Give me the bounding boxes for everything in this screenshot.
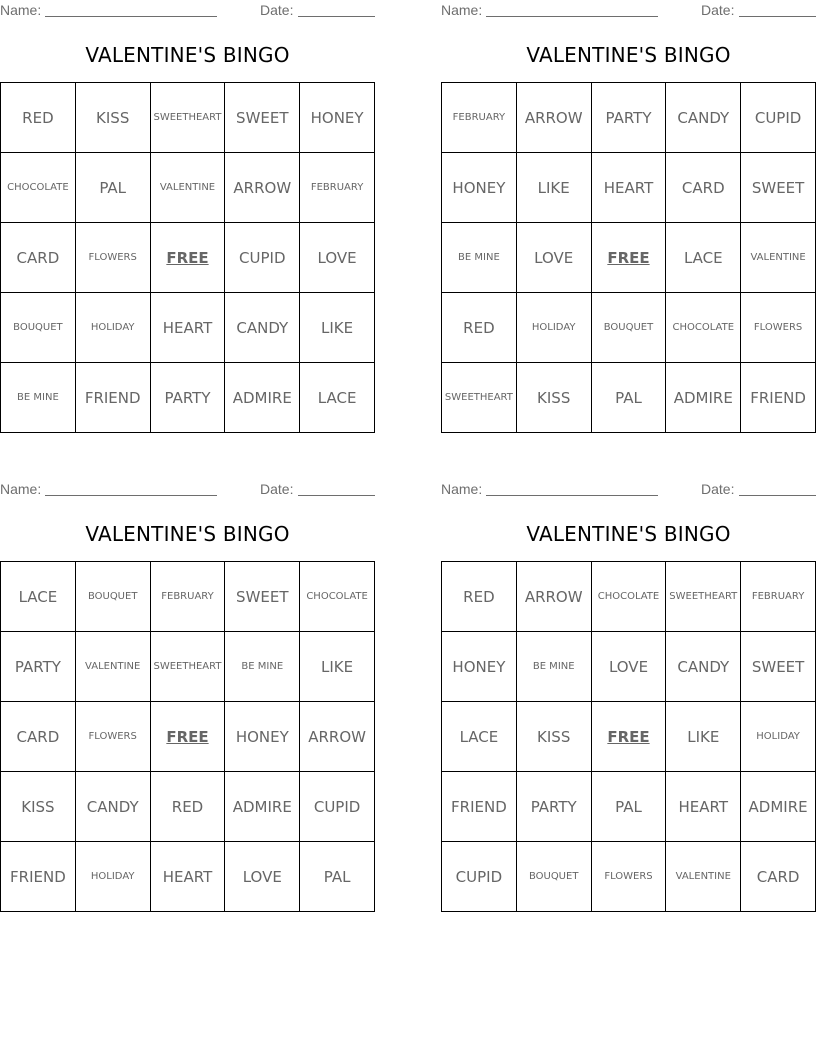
bingo-cell: PARTY [517,772,592,842]
card-header [441,479,816,499]
bingo-cell: FRIEND [1,842,76,912]
bingo-cell: LOVE [300,223,375,293]
name-label: Name: [441,481,483,497]
free-space-cell: FREE [151,223,226,293]
bingo-card-3 [0,479,375,911]
bingo-cell: BE MINE [225,632,300,702]
bingo-cell: BE MINE [517,632,592,702]
bingo-cell: LACE [300,363,375,433]
bingo-cell: RED [442,562,517,632]
name-field-line [45,495,217,496]
bingo-cell: HEART [666,772,741,842]
bingo-cell: HEART [151,293,226,363]
free-space-cell: FREE [592,702,667,772]
bingo-cell: LOVE [517,223,592,293]
bingo-cell: PAL [300,842,375,912]
bingo-cell: SWEETHEART [151,83,226,153]
card-title: VALENTINE'S BINGO [526,522,731,546]
name-field-line [45,16,217,17]
bingo-cell: FLOWERS [592,842,667,912]
bingo-cell: HONEY [442,153,517,223]
date-label: Date: [260,2,294,18]
bingo-cell: KISS [517,363,592,433]
bingo-cell: CHOCOLATE [666,293,741,363]
bingo-cell: CANDY [225,293,300,363]
date-label: Date: [701,2,735,18]
bingo-cell: KISS [76,83,151,153]
bingo-cell: FRIEND [442,772,517,842]
bingo-cell: PARTY [592,83,667,153]
bingo-cell: CUPID [225,223,300,293]
bingo-cell: ARROW [300,702,375,772]
bingo-cell: LACE [666,223,741,293]
card-header [0,479,375,499]
bingo-cell: VALENTINE [741,223,816,293]
bingo-cell: LIKE [666,702,741,772]
bingo-cell: CHOCOLATE [592,562,667,632]
date-field-line [739,495,816,496]
name-label: Name: [441,2,483,18]
bingo-cell: SWEET [741,632,816,702]
bingo-cell: SWEET [225,83,300,153]
date-field-line [739,16,816,17]
bingo-cell: BOUQUET [76,562,151,632]
bingo-cell: FLOWERS [76,702,151,772]
bingo-cell: LACE [442,702,517,772]
bingo-cell: HEART [151,842,226,912]
bingo-cell: HONEY [300,83,375,153]
bingo-cell: ARROW [517,83,592,153]
card-header [0,0,375,20]
bingo-cell: BE MINE [442,223,517,293]
bingo-cell: FEBRUARY [741,562,816,632]
bingo-cell: HOLIDAY [517,293,592,363]
bingo-cell: VALENTINE [76,632,151,702]
bingo-cell: CANDY [76,772,151,842]
bingo-cell: CANDY [666,83,741,153]
free-space-cell: FREE [151,702,226,772]
bingo-cell: BOUQUET [592,293,667,363]
bingo-cell: ADMIRE [741,772,816,842]
bingo-grid [441,561,816,912]
bingo-cell: PAL [592,772,667,842]
bingo-cell: CANDY [666,632,741,702]
bingo-card-2 [441,0,816,432]
bingo-cell: HOLIDAY [76,293,151,363]
name-field-line [486,495,658,496]
bingo-cell: ADMIRE [666,363,741,433]
date-field-line [298,16,375,17]
bingo-cell: FLOWERS [741,293,816,363]
bingo-cell: ADMIRE [225,772,300,842]
bingo-cell: BOUQUET [517,842,592,912]
bingo-cell: ADMIRE [225,363,300,433]
bingo-cell: KISS [1,772,76,842]
bingo-cell: PAL [592,363,667,433]
bingo-cell: CARD [666,153,741,223]
bingo-cell: RED [151,772,226,842]
bingo-cell: LOVE [225,842,300,912]
bingo-cell: HONEY [442,632,517,702]
bingo-cell: LOVE [592,632,667,702]
bingo-cell: PARTY [151,363,226,433]
bingo-card-4 [441,479,816,911]
card-header [441,0,816,20]
bingo-cell: SWEETHEART [442,363,517,433]
bingo-cell: SWEETHEART [151,632,226,702]
bingo-cell: CARD [741,842,816,912]
bingo-cell: ARROW [517,562,592,632]
bingo-cell: SWEET [225,562,300,632]
bingo-grid [0,561,375,912]
bingo-cell: FRIEND [76,363,151,433]
bingo-cell: FEBRUARY [300,153,375,223]
bingo-cell: HONEY [225,702,300,772]
bingo-cell: VALENTINE [151,153,226,223]
bingo-cell: LIKE [517,153,592,223]
bingo-cell: BE MINE [1,363,76,433]
bingo-cell: FLOWERS [76,223,151,293]
bingo-cell: PARTY [1,632,76,702]
bingo-cell: SWEET [741,153,816,223]
bingo-cell: HOLIDAY [741,702,816,772]
bingo-cell: CARD [1,223,76,293]
bingo-cell: SWEETHEART [666,562,741,632]
bingo-cell: ARROW [225,153,300,223]
bingo-cell: VALENTINE [666,842,741,912]
bingo-cell: KISS [517,702,592,772]
bingo-card-1 [0,0,375,432]
bingo-cell: CUPID [442,842,517,912]
bingo-cell: CARD [1,702,76,772]
bingo-cell: BOUQUET [1,293,76,363]
bingo-cell: RED [442,293,517,363]
bingo-cell: FEBRUARY [442,83,517,153]
bingo-cell: HOLIDAY [76,842,151,912]
card-title: VALENTINE'S BINGO [526,43,731,67]
bingo-cell: LIKE [300,293,375,363]
bingo-cell: CHOCOLATE [300,562,375,632]
bingo-cell: CUPID [300,772,375,842]
bingo-cell: HEART [592,153,667,223]
card-title: VALENTINE'S BINGO [85,43,290,67]
bingo-cell: CHOCOLATE [1,153,76,223]
bingo-cell: CUPID [741,83,816,153]
bingo-cell: FEBRUARY [151,562,226,632]
name-label: Name: [0,481,42,497]
date-field-line [298,495,375,496]
bingo-cell: FRIEND [741,363,816,433]
bingo-cell: LIKE [300,632,375,702]
free-space-cell: FREE [592,223,667,293]
date-label: Date: [701,481,735,497]
card-title: VALENTINE'S BINGO [85,522,290,546]
bingo-cell: LACE [1,562,76,632]
bingo-grid [0,82,375,433]
name-field-line [486,16,658,17]
bingo-grid [441,82,816,433]
date-label: Date: [260,481,294,497]
bingo-cell: RED [1,83,76,153]
name-label: Name: [0,2,42,18]
bingo-cell: PAL [76,153,151,223]
